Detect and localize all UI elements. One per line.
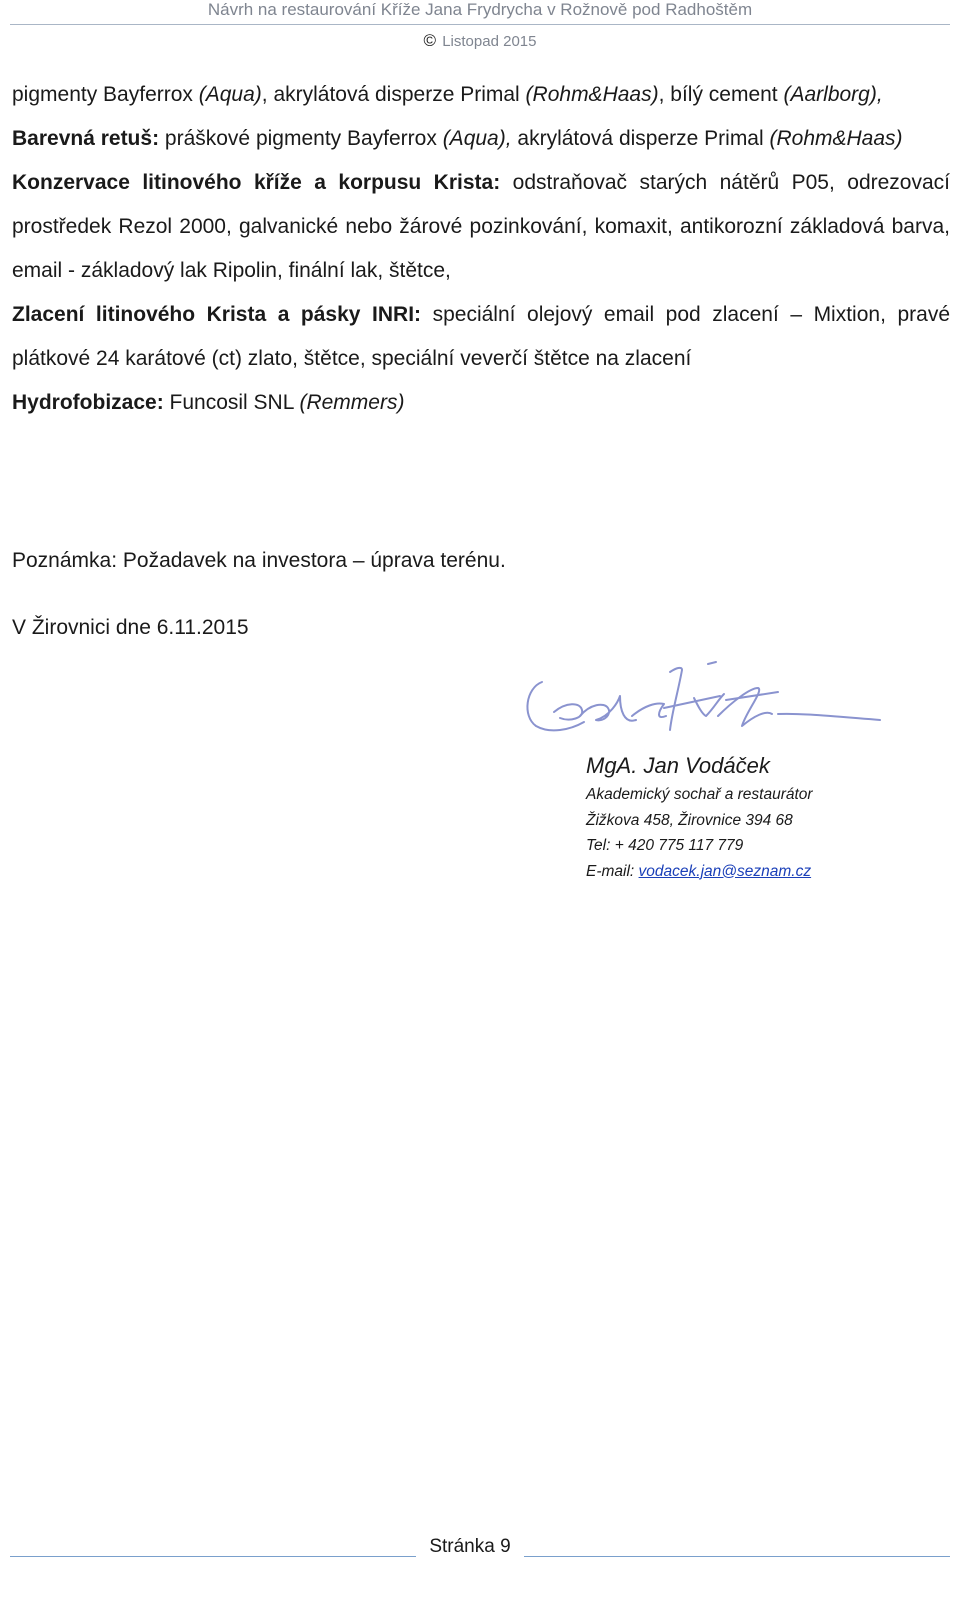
gilding-label: Zlacení litinového Krista a pásky INRI: [12,303,422,326]
handwritten-signature-image [520,658,890,742]
footer-divider-right [524,1556,950,1557]
materials-section [12,73,950,425]
hydrophobization-label: Hydrofobizace: [12,391,164,414]
footer-page-number: Stránka 9 [429,1536,511,1557]
materials-continuation: pigmenty Bayferrox (Aqua), akrylátová disperze Primal (Rohm&Haas), bílý cement (Aarlborg), [12,83,883,106]
signer-email-line [586,859,813,885]
signer-address: Žižkova 458, Žirovnice 394 68 [586,811,793,829]
header-date: Listopad 2015 [442,33,537,50]
header-date-line [0,30,960,52]
copyright-icon: © [423,31,437,50]
signer-role: Akademický sochař a restaurátor [586,786,813,803]
color-retouch-paragraph: Barevná retuš: práškové pigmenty Bayferrox (Aqua), akrylátová disperze Primal (Rohm&Haas) [12,127,903,150]
place-and-date: V Žirovnici dne 6.11.2015 [12,616,249,639]
gilding-paragraph: Zlacení litinového Krista a pásky INRI: speciální olejový email pod zlacení – Mixtion, pravé plátkové 24 karátové (ct) zlato, štětce, speciální veverčí štětce na zlacení [12,303,950,370]
footer-divider-left [10,1556,416,1557]
conservation-label: Konzervace litinového kříže a korpusu Krista: [12,171,501,194]
color-retouch-label: Barevná retuš: [12,127,160,150]
signer-name: MgA. Jan Vodáček [586,753,770,778]
header-divider [10,24,950,25]
signer-block [586,750,813,884]
signer-phone: Tel: + 420 775 117 779 [586,837,744,854]
investor-note: Poznámka: Požadavek na investora – úprava terénu. [12,549,506,572]
signer-email-link[interactable]: vodacek.jan@seznam.cz [638,862,812,880]
header-document-title: Návrh na restaurování Kříže Jana Frydrycha v Rožnově pod Radhoštěm [207,0,753,19]
signer-email-label: E-mail: [586,862,639,880]
conservation-paragraph: Konzervace litinového kříže a korpusu Krista: odstraňovač starých nátěrů P05, odrezovací prostředek Rezol 2000, galvanické nebo žárové pozinkování, komaxit, antikorozní základová barva, email - základový lak Ripolin, finální lak, štětce, [12,171,950,282]
hydrophobization-paragraph: Hydrofobizace: Funcosil SNL (Remmers) [12,391,405,414]
